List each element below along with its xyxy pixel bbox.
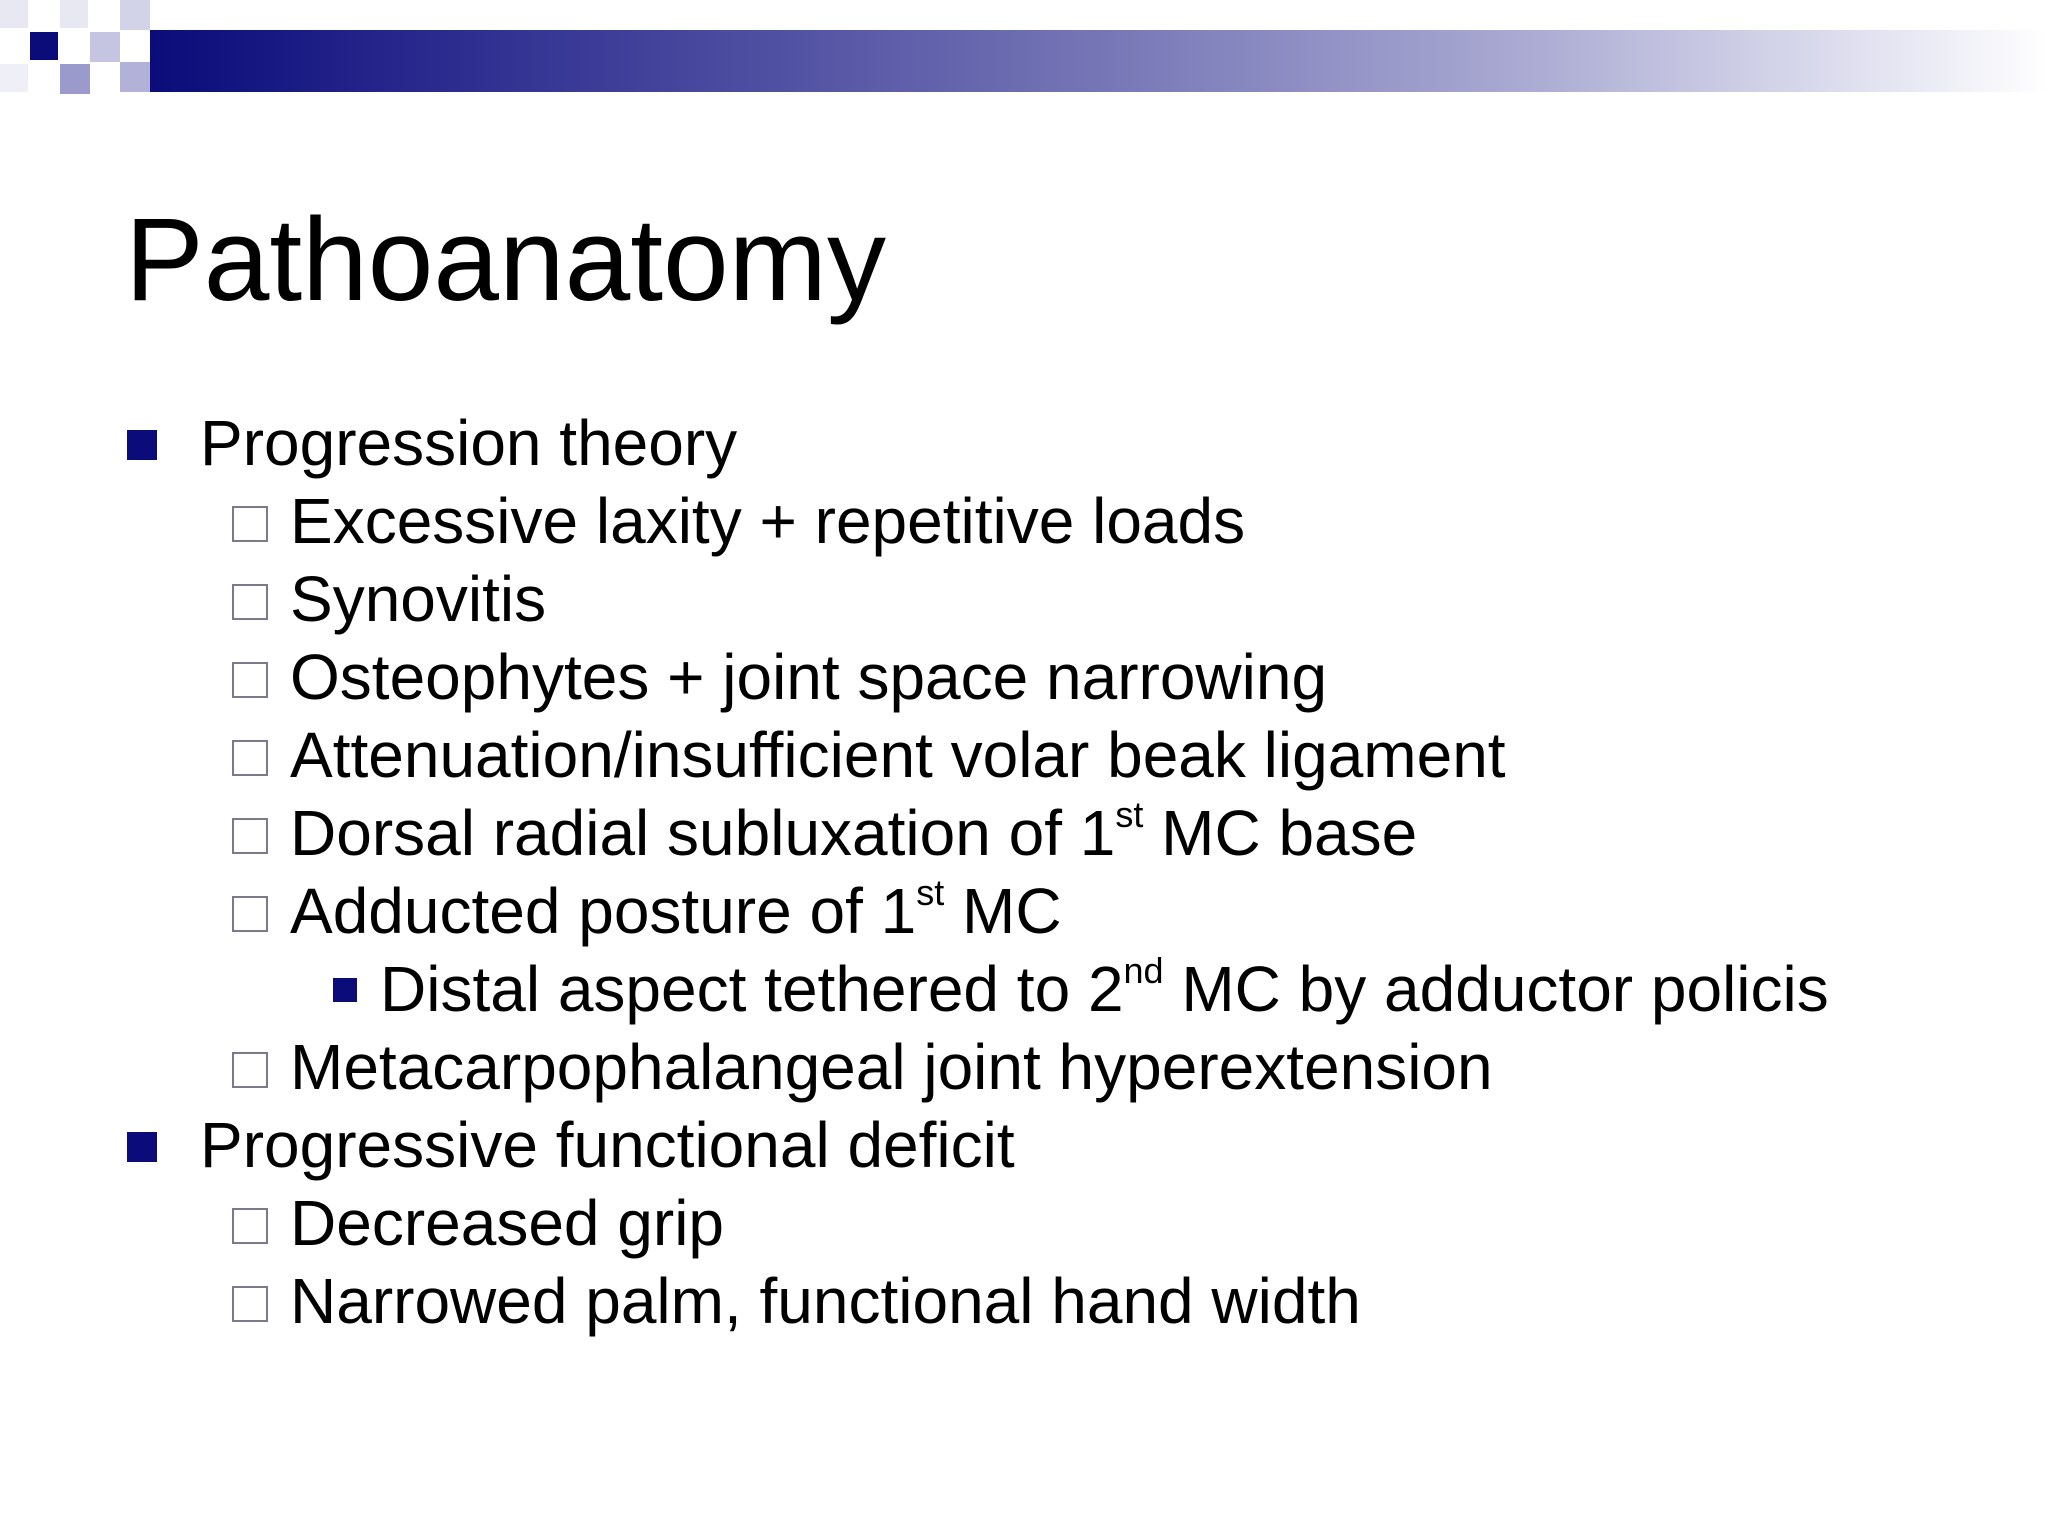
- header-gradient-bar: [150, 30, 2048, 92]
- superscript: nd: [1123, 949, 1164, 991]
- bullet-text-part: MC: [944, 875, 1062, 947]
- hollow-square-bullet-icon: [232, 584, 268, 620]
- bullet-text-part: Adducted posture of 1: [290, 875, 917, 947]
- superscript: st: [916, 871, 945, 913]
- decoration-square: [60, 0, 88, 28]
- hollow-square-bullet-icon: [232, 506, 268, 542]
- bullet-text: Synovitis: [290, 563, 547, 635]
- hollow-square-bullet-icon: [232, 1286, 268, 1322]
- bullet-text: Metacarpophalangeal joint hyperextension: [290, 1031, 1493, 1103]
- hollow-square-bullet-icon: [232, 740, 268, 776]
- bullet-text: Osteophytes + joint space narrowing: [290, 641, 1328, 713]
- bullet-text-part: MC by adductor policis: [1163, 953, 1829, 1025]
- bullet-text-part: Distal aspect tethered to 2: [380, 953, 1124, 1025]
- bullet-text-part: Dorsal radial subluxation of 1: [290, 797, 1116, 869]
- decoration-square: [0, 64, 28, 92]
- filled-square-bullet-icon: [333, 978, 357, 1002]
- filled-square-bullet-icon: [127, 1132, 157, 1162]
- decoration-square: [30, 32, 58, 60]
- slide-title: Pathoanatomy: [125, 194, 886, 326]
- bullet-text-part: MC base: [1143, 797, 1418, 869]
- decoration-square: [60, 64, 90, 94]
- bullet-text: Excessive laxity + repetitive loads: [290, 485, 1246, 557]
- bullet-text: Narrowed palm, functional hand width: [290, 1265, 1361, 1337]
- bullet-text: [290, 872, 1062, 950]
- bullet-text: Attenuation/insufficient volar beak ligament: [290, 719, 1506, 791]
- hollow-square-bullet-icon: [232, 896, 268, 932]
- bullet-text: [290, 794, 1417, 872]
- bullet-text: Progression theory: [200, 407, 738, 479]
- hollow-square-bullet-icon: [232, 1208, 268, 1244]
- decoration-square: [120, 0, 150, 30]
- decoration-square: [0, 0, 28, 28]
- hollow-square-bullet-icon: [232, 662, 268, 698]
- hollow-square-bullet-icon: [232, 818, 268, 854]
- bullet-text: Decreased grip: [290, 1187, 724, 1259]
- hollow-square-bullet-icon: [232, 1052, 268, 1088]
- bullet-text: Progressive functional deficit: [200, 1109, 1015, 1181]
- bullet-text: [380, 950, 1829, 1028]
- filled-square-bullet-icon: [127, 430, 157, 460]
- decoration-square: [120, 62, 150, 92]
- decoration-square: [90, 32, 120, 62]
- superscript: st: [1115, 793, 1144, 835]
